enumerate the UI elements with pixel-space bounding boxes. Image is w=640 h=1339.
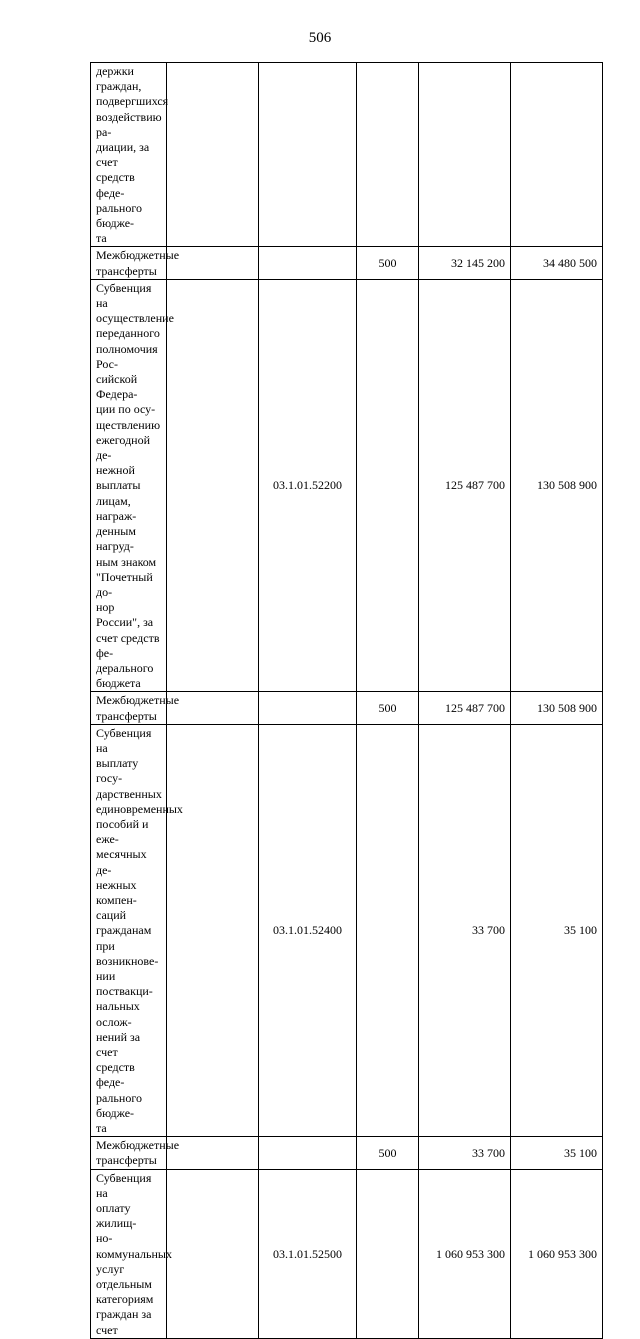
amount-cell-1: 125 487 700	[419, 279, 511, 691]
table-row	[91, 63, 603, 247]
row-name-cell: Межбюджетные трансферты	[91, 1137, 167, 1169]
page-number: 506	[308, 30, 332, 46]
empty-cell	[167, 724, 259, 1136]
amount-cell-1: 33 700	[419, 724, 511, 1136]
code-cell: 03.1.01.52500	[259, 1169, 357, 1338]
code-cell	[259, 63, 357, 247]
code-cell	[259, 247, 357, 279]
code-cell: 03.1.01.52200	[259, 279, 357, 691]
row-name-cell: Межбюджетные трансферты	[91, 692, 167, 724]
amount-cell-1	[419, 63, 511, 247]
amount-cell-2: 1 060 953 300	[511, 1169, 603, 1338]
amount-cell-2: 35 100	[511, 1137, 603, 1169]
amount-cell-2: 130 508 900	[511, 692, 603, 724]
amount-cell-2: 35 100	[511, 724, 603, 1136]
row-name-cell: Межбюджетные трансферты	[91, 247, 167, 279]
expense-type-cell	[357, 63, 419, 247]
table-row	[91, 724, 603, 1136]
table-row	[91, 692, 603, 724]
code-cell: 03.1.01.52400	[259, 724, 357, 1136]
empty-cell	[167, 1137, 259, 1169]
table-row	[91, 279, 603, 691]
empty-cell	[167, 247, 259, 279]
amount-cell-2	[511, 63, 603, 247]
amount-cell-2: 34 480 500	[511, 247, 603, 279]
expense-type-cell: 500	[357, 1137, 419, 1169]
expense-type-cell	[357, 724, 419, 1136]
expense-type-cell	[357, 1169, 419, 1338]
row-name-cell: Субвенция на осуществление переданного полномочия Рос- сийской Федера- ции по осу- ществлению ежегодной де- нежной выплаты лицам, награж- денным нагруд- ным знаком "Почетный до- нор России", за счет средств фе- дерального бюджета	[91, 279, 167, 691]
row-name-cell: держки граждан, подвергшихся воздействию ра- диации, за счет средств феде- рального бюдже- та	[91, 63, 167, 247]
empty-cell	[167, 1169, 259, 1338]
expense-type-cell: 500	[357, 247, 419, 279]
expense-type-cell: 500	[357, 692, 419, 724]
table-row	[91, 1169, 603, 1338]
empty-cell	[167, 63, 259, 247]
amount-cell-1: 1 060 953 300	[419, 1169, 511, 1338]
empty-cell	[167, 692, 259, 724]
table-row	[91, 247, 603, 279]
empty-cell	[167, 279, 259, 691]
code-cell	[259, 692, 357, 724]
row-name-cell: Субвенция на выплату госу- дарственных единовременных пособий и еже- месячных де- нежных компен- саций гражданам при возникнове- нии поствакци- нальных ослож- нений за счет средств феде- рального бюдже- та	[91, 724, 167, 1136]
amount-cell-2: 130 508 900	[511, 279, 603, 691]
amount-cell-1: 125 487 700	[419, 692, 511, 724]
row-name-cell: Субвенция на оплату жилищ- но- коммунальных услуг отдельным категориям граждан за счет	[91, 1169, 167, 1338]
code-cell	[259, 1137, 357, 1169]
amount-cell-1: 32 145 200	[419, 247, 511, 279]
expense-type-cell	[357, 279, 419, 691]
budget-table	[90, 62, 603, 1339]
table-row	[91, 1137, 603, 1169]
amount-cell-1: 33 700	[419, 1137, 511, 1169]
